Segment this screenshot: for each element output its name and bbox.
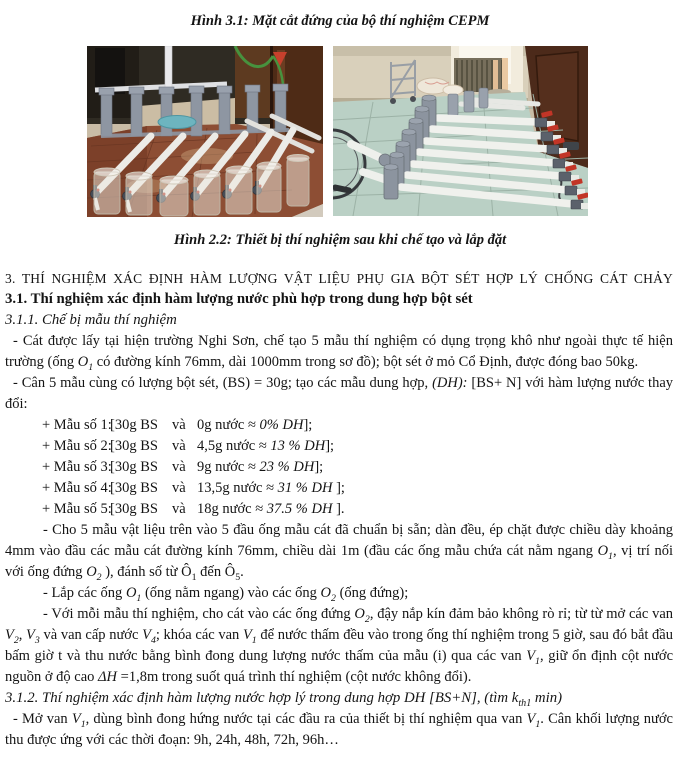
sample-label: + Mẫu số 1: (42, 417, 112, 433)
sample-and: và (172, 417, 186, 433)
sample-bs: [30g BS (110, 501, 158, 517)
section-heading-3-1-1: 3.1.1. Chế bị mẫu thí nghiệm (5, 312, 177, 328)
sample-and: và (172, 438, 186, 454)
sample-bs: [30g BS (110, 459, 158, 475)
sample-label: + Mẫu số 5: (42, 501, 112, 517)
photo-apparatus-with-jars (87, 46, 323, 217)
sample-row-4 (5, 478, 673, 499)
sample-row-2 (5, 436, 673, 457)
sample-list (5, 415, 673, 520)
sample-and: và (172, 480, 186, 496)
sample-bs: [30g BS (110, 480, 158, 496)
sample-and: và (172, 459, 186, 475)
sample-bs: [30g BS (110, 438, 158, 454)
text-block (0, 251, 680, 751)
para-sample-preparation: - Cát được lấy tại hiện trường Nghi Sơn, chế tạo 5 mẫu thí nghiệm có dụng trọng khô như ngoài thực tế hiện trường (ống $O_1$ có đường kính 76mm, dài 1000mm trong sơ đồ); bột sét ở mỏ Cổ Định, được đóng bao 50kg. (5, 333, 673, 373)
cart-frame (391, 60, 415, 98)
sample-amount: 9g nước ≈ 23 % DH]; (197, 459, 324, 475)
sample-label: + Mẫu số 3: (42, 459, 112, 475)
section-heading-3-1: 3.1. Thí nghiệm xác định hàm lượng nước phù hợp trong dung hợp bột sét (5, 291, 473, 307)
sample-and: và (172, 501, 186, 517)
sample-amount: 0g nước ≈ 0% DH]; (197, 417, 313, 433)
sample-amount: 13,5g nước ≈ 31 % DH ]; (197, 480, 345, 496)
figure-caption-2-2: Hình 2.2: Thiết bị thí nghiệm sau khi chế tạo và lắp đặt (173, 232, 507, 248)
sample-bs: [30g BS (110, 417, 158, 433)
figure-caption-3-1: Hình 3.1: Mặt cắt đứng của bộ thí nghiệm CEPM (190, 13, 490, 29)
para-fill-sand: - Cho 5 mẫu vật liệu trên vào 5 đầu ống mẫu cát đã chuẩn bị sẵn; dàn đều, ép chặt được chiều dày khoảng 4mm vào đầu các mẫu cát đường kính 76mm, chiều dài 1m (đầu các ống mẫu chứa cát nằm ngang $O_1$, vị trí nối với ống đứng $O_2$ ), đánh số từ $Ô_1$ đến $Ô_5$. (5, 522, 673, 583)
section-heading-3: 3. THÍ NGHIỆM XÁC ĐỊNH HÀM LƯỢNG VẬT LIỆU PHỤ GIA BỘT SÉT HỢP LÝ CHỐNG CÁT CHẢY (5, 271, 673, 286)
para-test-procedure: - Với mỗi mẫu thí nghiệm, cho cát vào các ống đứng $O_2$, đậy nắp kín đảm bảo không rò rỉ; từ từ mở các van $V_2$, $V_3$ và van cấp nước $V_4$; khóa các van $V_1$ để nước thấm đều vào trong ống thí nghiệm trong 5 giờ, sau đó bắt đầu bấm giờ t và thu nước bằng bình đong dung lượng nước thấm của mẫu (i) qua các van $V_1$, giữ ổn định cột nước nguồn ở độ cao ΔH =1,8m trong suốt quá trình thí nghiệm (cột nước không đổi). (5, 606, 673, 685)
photo-row (87, 46, 680, 217)
section-heading-3-1-2: 3.1.2. Thí nghiệm xác định hàm lượng nước hợp lý trong dung hợp DH [BS+N], (tìm $k_{th1}$ min) (5, 690, 563, 709)
para-assemble-pipes: - Lắp các ống $O_1$ (ống nằm ngang) vào các ống $O_2$ (ống đứng); (43, 585, 409, 604)
sample-amount: 4,5g nước ≈ 13 % DH]; (197, 438, 335, 454)
sample-label: + Mẫu số 4: (42, 480, 112, 496)
photo-assembled-devices (333, 46, 588, 216)
sample-amount: 18g nước ≈ 37.5 % DH ]. (197, 501, 345, 517)
sample-row-5 (5, 499, 673, 520)
para-clay-weighing: - Cân 5 mẫu cùng có lượng bột sét, (BS) = 30g; tạo các mẫu dung hợp, (DH): [BS+ N] với hàm lượng nước thay đổi: (5, 375, 674, 412)
para-measure-water: - Mở van $V_1$, dùng bình đong hứng nước tại các đầu ra của thiết bị thí nghiệm qua van $V_1$. Cân khối lượng nước thu được ứng với các thời đoạn: 9h, 24h, 48h, 72h, 96h… (5, 711, 673, 748)
sample-label: + Mẫu số 2: (42, 438, 112, 454)
sample-row-1 (5, 415, 673, 436)
sample-row-3 (5, 457, 673, 478)
